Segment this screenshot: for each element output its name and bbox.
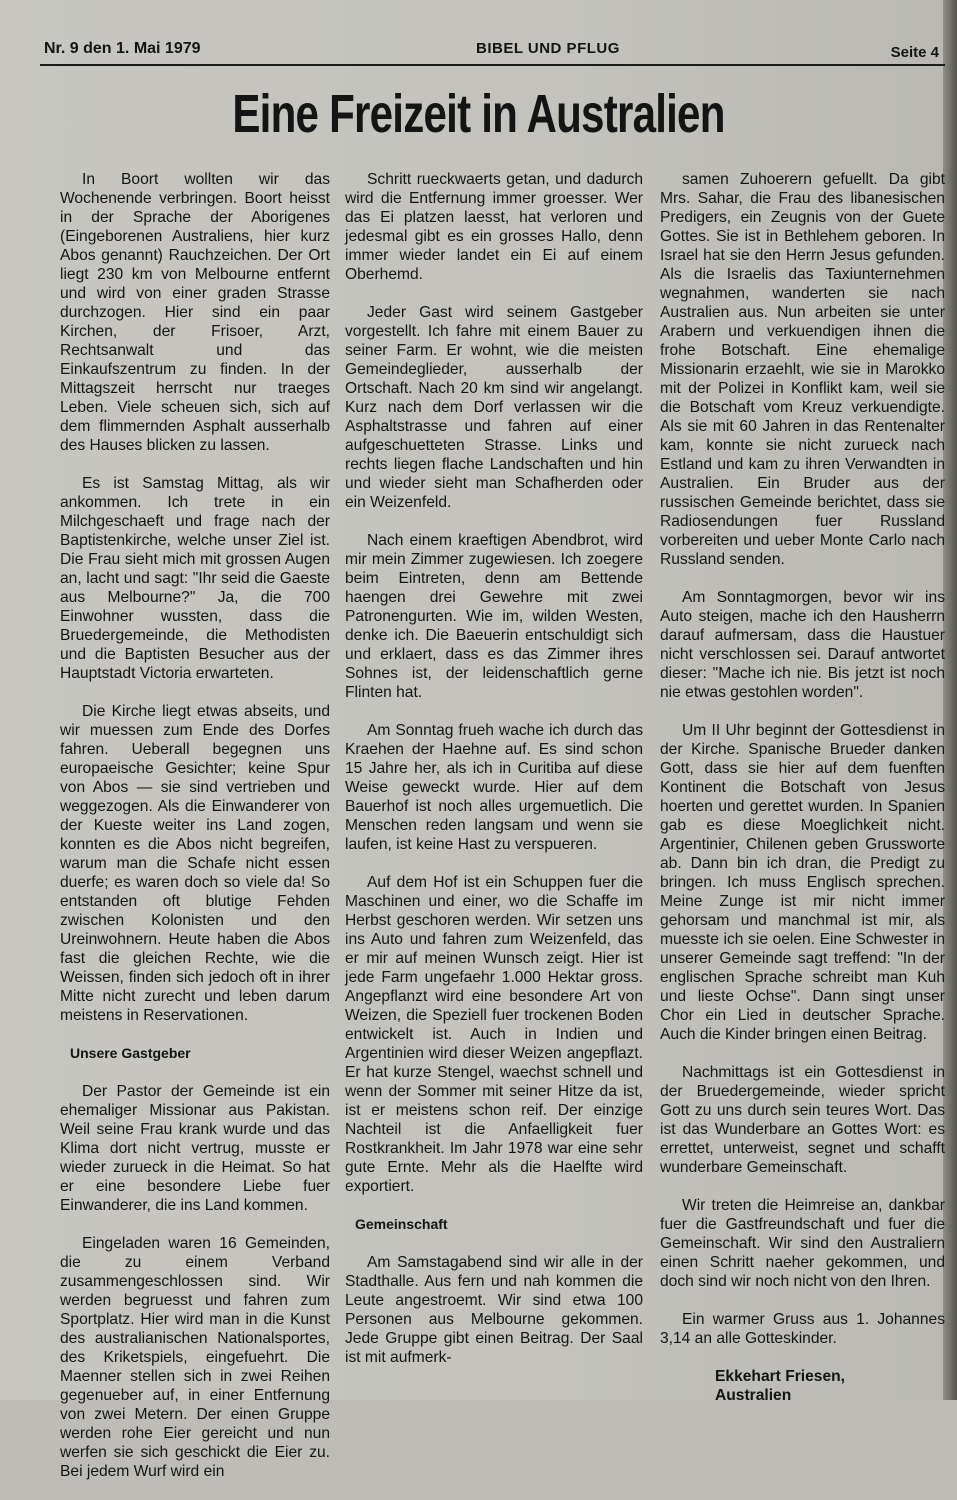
paragraph: Nachmittags ist ein Gottesdienst in der Bruedergemeinde, wieder spricht Gott zu uns durch sein teures Wort. Das ist das Wunderbare an Gottes Wort: es errettet, unterweist, segnet und schafft wunderbare Gemeinschaft. (660, 1064, 945, 1176)
article-column-3 (660, 170, 945, 1405)
paragraph: Eingeladen waren 16 Gemeinden, die zu einem Verband zusammengeschlossen sind. Wir werden begruesst und fahren zum Sportplatz. Hier wird man in die Kunst des australianischen Nationalsportes, des Kriketspiels, eingefuehrt. Die Maenner stellen sich in zwei Reihen gegenueber auf, in einer Entfernung von zwei Metern. Der einen Gruppe werden rohe Eier gereicht und nun werfen sie sich geschickt die Eier zu. Bei jedem Wurf wird ein (60, 1235, 330, 1480)
page-binding-edge (943, 0, 957, 1400)
newspaper-name: BIBEL UND PFLUG (476, 40, 620, 57)
page-number: Seite 4 (890, 44, 939, 61)
section-subheading: Gemeinschaft (355, 1216, 448, 1232)
paragraph: Am Samstagabend sind wir alle in der Stadthalle. Aus fern und nah kommen die Leute angestroemt. Wir sind etwa 100 Personen aus Melbourne gekommen. Jede Gruppe gibt einen Beitrag. Der Saal ist mit aufmerk- (345, 1254, 643, 1366)
author-signature (660, 1367, 945, 1405)
paragraph: Schritt rueckwaerts getan, und dadurch wird die Entfernung immer groesser. Wer das Ei platzen laesst, hat verloren und jedesmal gibt es ein grosses Hallo, denn immer wieder landet ein Ei auf einem Oberhemd. (345, 171, 643, 283)
paragraph: Am Sonntag frueh wache ich durch das Kraehen der Haehne auf. Es sind schon 15 Jahre her, als ich in Curitiba auf diese Weise geweckt wurde. Hier auf dem Bauerhof ist noch alles urgemuetlich. Die Menschen reden langsam und wenn sie laufen, ist keine Hast zu verspueren. (345, 722, 643, 853)
paragraph: Jeder Gast wird seinem Gastgeber vorgestellt. Ich fahre mit einem Bauer zu seiner Farm. Er wohnt, wie die meisten Gemeindeglieder, ausserhalb der Ortschaft. Nach 20 km sind wir angelangt. Kurz nach dem Dorf verlassen wir die Asphaltstrasse und fahren auf einer aufgeschuetteten Strasse. Links und rechts liegen flache Landschaften und hin und wieder sieht man Schafherden oder ein Weizenfeld. (345, 304, 643, 511)
article-column-2 (345, 170, 643, 1386)
issue-date: Nr. 9 den 1. Mai 1979 (44, 40, 201, 57)
author-name: Ekkehart Friesen, (715, 1368, 846, 1385)
paragraph: Es ist Samstag Mittag, als wir ankommen. Ich trete in ein Milchgeschaeft und frage nach der Baptistenkirche, welche unser Ziel ist. Die Frau sieht mich mit grossen Augen an, lacht und sagt: "Ihr seid die Gaeste aus Melbourne?" Ja, die 700 Einwohner wussten, dass die Bruedergemeinde, die Methodisten und die Baptisten Besucher aus der Hauptstadt Victoria erwarteten. (60, 475, 330, 682)
paragraph: samen Zuhoerern gefuellt. Da gibt Mrs. Sahar, die Frau des libanesischen Predigers, ein Zeugnis von der Guete Gottes. Sie ist in Bethlehem geboren. In Israel hat sie den Herrn Jesus gefunden. Als die Israelis das Taxiunternehmen wegnahmen, wanderten sie nach Australien aus. Nun arbeiten sie unter Arabern und verkuendigen ihnen die frohe Botschaft. Eine ehemalige Missionarin erzaehlt, wie sie in Marokko mit der Polizei in Konflikt kam, weil sie die Botschaft vom Kreuz verkuendigte. Als sie mit 60 Jahren in das Rentenalter kam, konnte sie nicht zurueck nach Estland und kam zu ihren Verwandten in Australien. Ein Bruder aus der russischen Gemeinde berichtet, dass sie Radiosendungen fuer Russland vorbereiten und ueber Monte Carlo nach Russland senden. (660, 171, 945, 568)
paragraph: In Boort wollten wir das Wochenende verbringen. Boort heisst in der Sprache der Aborigenes (Eingeborenen Australiens, hier kurz Abos genannt) Rauchzeichen. Der Ort liegt 230 km von Melbourne entfernt und wird von einer graden Strasse durchzogen. Hier sind ein paar Kirchen, der Frisoer, Arzt, Rechtsanwalt und das Einkaufszentrum zu finden. In der Mittagszeit herrscht nur traeges Leben. Viele scheuen sich, sich auf dem flimmernden Asphalt ausserhalb des Hauses blicken zu lassen. (60, 171, 330, 454)
section-subheading: Unsere Gastgeber (70, 1045, 191, 1061)
paragraph: Auf dem Hof ist ein Schuppen fuer die Maschinen und einer, wo die Schaffe im Herbst geschoren werden. Wir setzen uns ins Auto und fahren zum Weizenfeld, das er mir auf meinen Wunsch zeigt. Hier ist jede Farm ungefaehr 1.000 Hektar gross. Angepflanzt wird eine besondere Art von Weizen, die Speziell fuer trockenen Boden entwickelt ist. Auch in Indien und Argentinien wird dieser Weizen angepflazt. Er hat kurze Stengel, waechst schnell und wenn der Sommer mit seiner Hitze da ist, ist er meistens schon reif. Der einzige Nachteil ist die Anfaelligkeit fuer Rostkrankheit. Im Jahr 1978 war eine sehr gute Ernte. Mehr als die Haelfte wird exportiert. (345, 874, 643, 1195)
paragraph: Ein warmer Gruss aus 1. Johannes 3,14 an alle Gotteskinder. (660, 1311, 945, 1347)
article-headline: Eine Freizeit in Australien (232, 84, 725, 144)
paragraph: Der Pastor der Gemeinde ist ein ehemaliger Missionar aus Pakistan. Weil seine Frau krank wurde und das Klima dort nicht vertrug, musste er wieder zurueck in die Heimat. So hat er eine besondere Liebe fuer Einwanderer, die ins Land kommen. (60, 1083, 330, 1214)
author-location: Australien (715, 1387, 792, 1404)
paragraph: Die Kirche liegt etwas abseits, und wir muessen zum Ende des Dorfes fahren. Ueberall begegnen uns europaeische Gesichter; keine Spur von Abos — sie sind vertrieben und weggezogen. Als die Einwanderer von der Kueste weiter ins Land zogen, konnten es die Abos nicht begreifen, warum man die Schafe nicht essen duerfe; es waren doch so viele da! So entstanden oft blutige Fehden zwischen Kolonisten und den Ureinwohnern. Heute haben die Abos fast die gleichen Rechte, wie die Weissen, finden sich jedoch oft in ihrer Mitte nicht zurecht und leben darum meistens in Reservationen. (60, 703, 330, 1024)
paragraph: Um II Uhr beginnt der Gottesdienst in der Kirche. Spanische Brueder danken Gott, dass sie hier auf dem fuenften Kontinent die Botschaft von Jesus hoerten und gerettet wurden. In Spanien gab es diese Moeglichkeit nicht. Argentinier, Chilenen geben Grussworte ab. Dann bin ich dran, die Predigt zu bringen. Ich muss Englisch sprechen. Meine Zunge ist mir nicht immer gehorsam und manchmal ist mir, als muesste ich sie oelen. Eine Schwester in unserer Gemeinde sagt treffend: "In der englischen Sprache schreibt man Kuh und lieste Ochse". Dann singt unser Chor ein Lied in deutscher Sprache. Auch die Kinder bringen einen Beitrag. (660, 722, 945, 1043)
paragraph: Wir treten die Heimreise an, dankbar fuer die Gastfreundschaft und fuer die Gemeinschaft. Wir sind den Australiern einen Schritt naeher gekommen, und doch sind wir noch nicht von den Ihren. (660, 1197, 945, 1290)
paragraph: Nach einem kraeftigen Abendbrot, wird mir mein Zimmer zugewiesen. Ich zoegere beim Eintreten, denn am Bettende haengen drei Gewehre mit zwei Patronengurten. Wie im, wilden Westen, denke ich. Die Baeuerin entschuldigt sich und erklaert, dass es das Zimmer ihres Sohnes ist, der leidenschaftlich gerne Flinten hat. (345, 532, 643, 701)
page-header (40, 40, 945, 66)
paragraph: Am Sonntagmorgen, bevor wir ins Auto steigen, mache ich den Hausherrn darauf aufmersam, dass die Haustuer nicht verschlossen sei. Darauf antwortet dieser: "Mache ich nie. Bis jetzt ist noch nie etwas gestohlen worden". (660, 589, 945, 701)
article-column-1 (60, 170, 330, 1500)
